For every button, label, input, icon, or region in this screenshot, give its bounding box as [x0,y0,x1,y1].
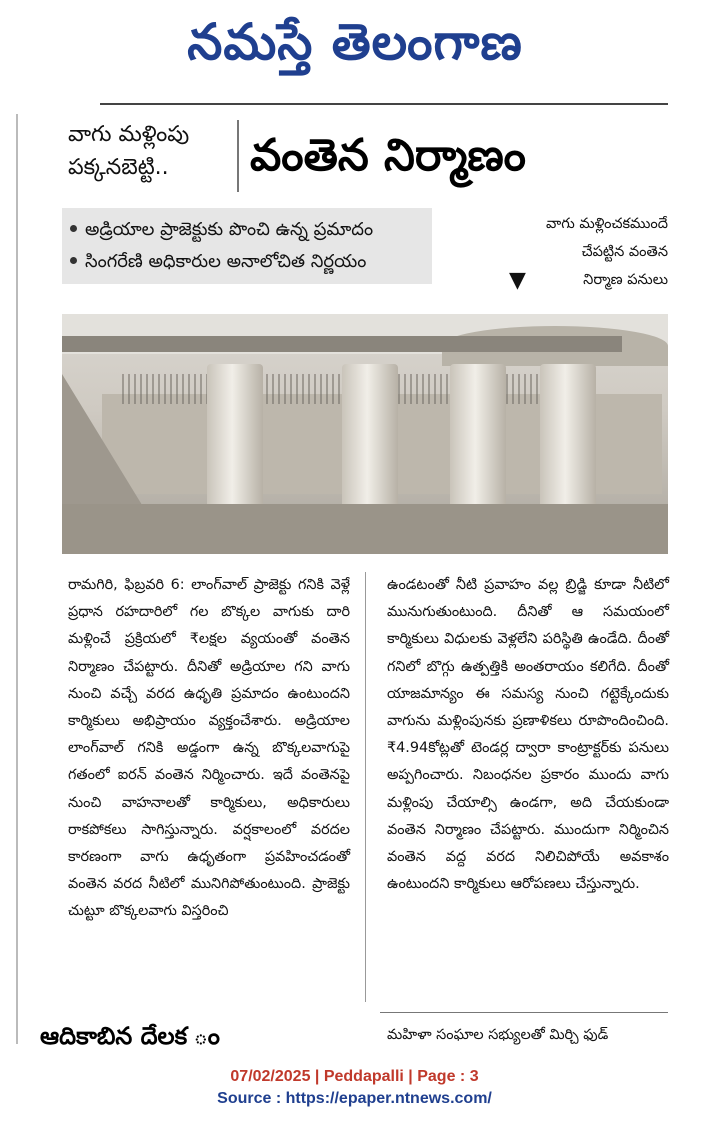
photo-pier [450,364,506,514]
arrow-down-icon: ▼ [509,268,526,293]
photo-bridge-deck [62,336,622,352]
next-article-text: మహిళా సంఘాల సభ్యులతో మిర్చి ఫుడ్ [387,1027,609,1043]
deck-item [70,214,432,246]
deck-text: అడ్రియాల ప్రాజెక్టుకు పొంచి ఉన్న ప్రమాదం [85,219,374,240]
bullet-icon [70,257,77,264]
kicker-line-1: వాగు మళ్లింపు [68,122,190,147]
article-column-left: రామగిరి, ఫిబ్రవరి 6: లాంగ్‌వాల్ ప్రాజెక్టు గనికి వెళ్లే ప్రధాన రహదారిలో గల బొక్కల వాగుకు దారి మళ్లించే ప్రక్రియలో ₹లక్షల వ్యయంతో వంతెన నిర్మాణం చేపట్టారు. దీనితో అడ్రియాల గని వాగు నుంచి వచ్చే వరద ఉధృతి ప్రమాదం ఉంటుందని కార్మికులు అభిప్రాయం వ్యక్తంచేశారు. అడ్రియాల లాంగ్‌వాల్ గనికి అడ్డంగా ఉన్న బొక్కలవాగుపై గతంలో ఐరన్ వంతెన నిర్మించారు. ఇదే వంతెనపై నుంచి వాహనాలతో కార్మికులు, అధికారులు రాకపోకలు సాగిస్తున్నారు. వర్షకాలంలో వరదల కారణంగా వాగు ఉధృతంగా ప్రవహించడంతో వంతెన వరద నీటిలో మునిగిపోతుంటుంది. ప్రాజెక్టు చుట్టూ బొక్కలవాగు విస్తరించి [68,577,350,920]
column-divider [365,572,366,1002]
newspaper-logo: నమస్తే తెలంగాణ [187,12,523,71]
page-edge-rule [16,114,18,1044]
article-deck [62,208,432,284]
caption-line: చేపట్టిన వంతెన [581,244,668,260]
caption-line: వాగు మళ్లించకముందే [546,216,668,232]
masthead-rule [100,103,668,105]
photo-ground [62,504,668,554]
photo-pier [207,364,263,514]
article-column-right: ఉండటంతో నీటి ప్రవాహం వల్ల బ్రిడ్జి కూడా నీటిలో మునుగుతుంటుంది. దీనితో ఆ సమయంలో కార్మికులు విధులకు వెళ్లలేని పరిస్థితి ఉండేది. దీంతో గనిలో బొగ్గు ఉత్పత్తికి అంతరాయం కలిగేది. దీంతో యాజమాన్యం ఈ సమస్య నుంచి గట్టెక్కేందుకు వాగును మళ్లింపునకు ప్రణాళికలు రూపొందించింది. ₹4.94కోట్లతో టెండర్ల ద్వారా కాంట్రాక్టర్‌కు పనులు అప్పగించారు. నిబంధనల ప్రకారం ముందు వాగు మళ్లింపు చేయాల్సి ఉండగా, అది చేయకుండా వంతెన నిర్మాణం చేపట్టారు. ముందుగా నిర్మించిన వంతెన వద్ద వరద నిలిచిపోయే అవకాశం ఉంటుందని కార్మికులు ఆరోపణలు చేస్తున్నారు. [387,577,669,893]
page-footer [0,1066,709,1110]
footer-source: Source : https://epaper.ntnews.com/ [217,1090,492,1107]
bullet-icon [70,225,77,232]
kicker-line-2: పక్కనబెట్టి.. [68,155,169,180]
photo-pier [540,364,596,514]
footer-date-edition: 07/02/2025 | Peddapalli | Page : 3 [230,1068,479,1085]
kicker-divider [237,120,239,192]
bridge-construction-photo [62,314,668,554]
caption-line: నిర్మాణ పనులు [583,272,668,288]
deck-text: సింగరేణి అధికారుల అనాలోచిత నిర్ణయం [85,251,367,272]
article-kicker [68,118,238,184]
article-headline: వంతెన నిర్మాణం [250,130,526,181]
masthead [0,0,709,100]
photo-pier [342,364,398,514]
column-bottom-rule [380,1012,668,1013]
deck-item [70,246,432,278]
next-article-headline: ఆదికాబిన దేలక ం [40,1022,220,1048]
